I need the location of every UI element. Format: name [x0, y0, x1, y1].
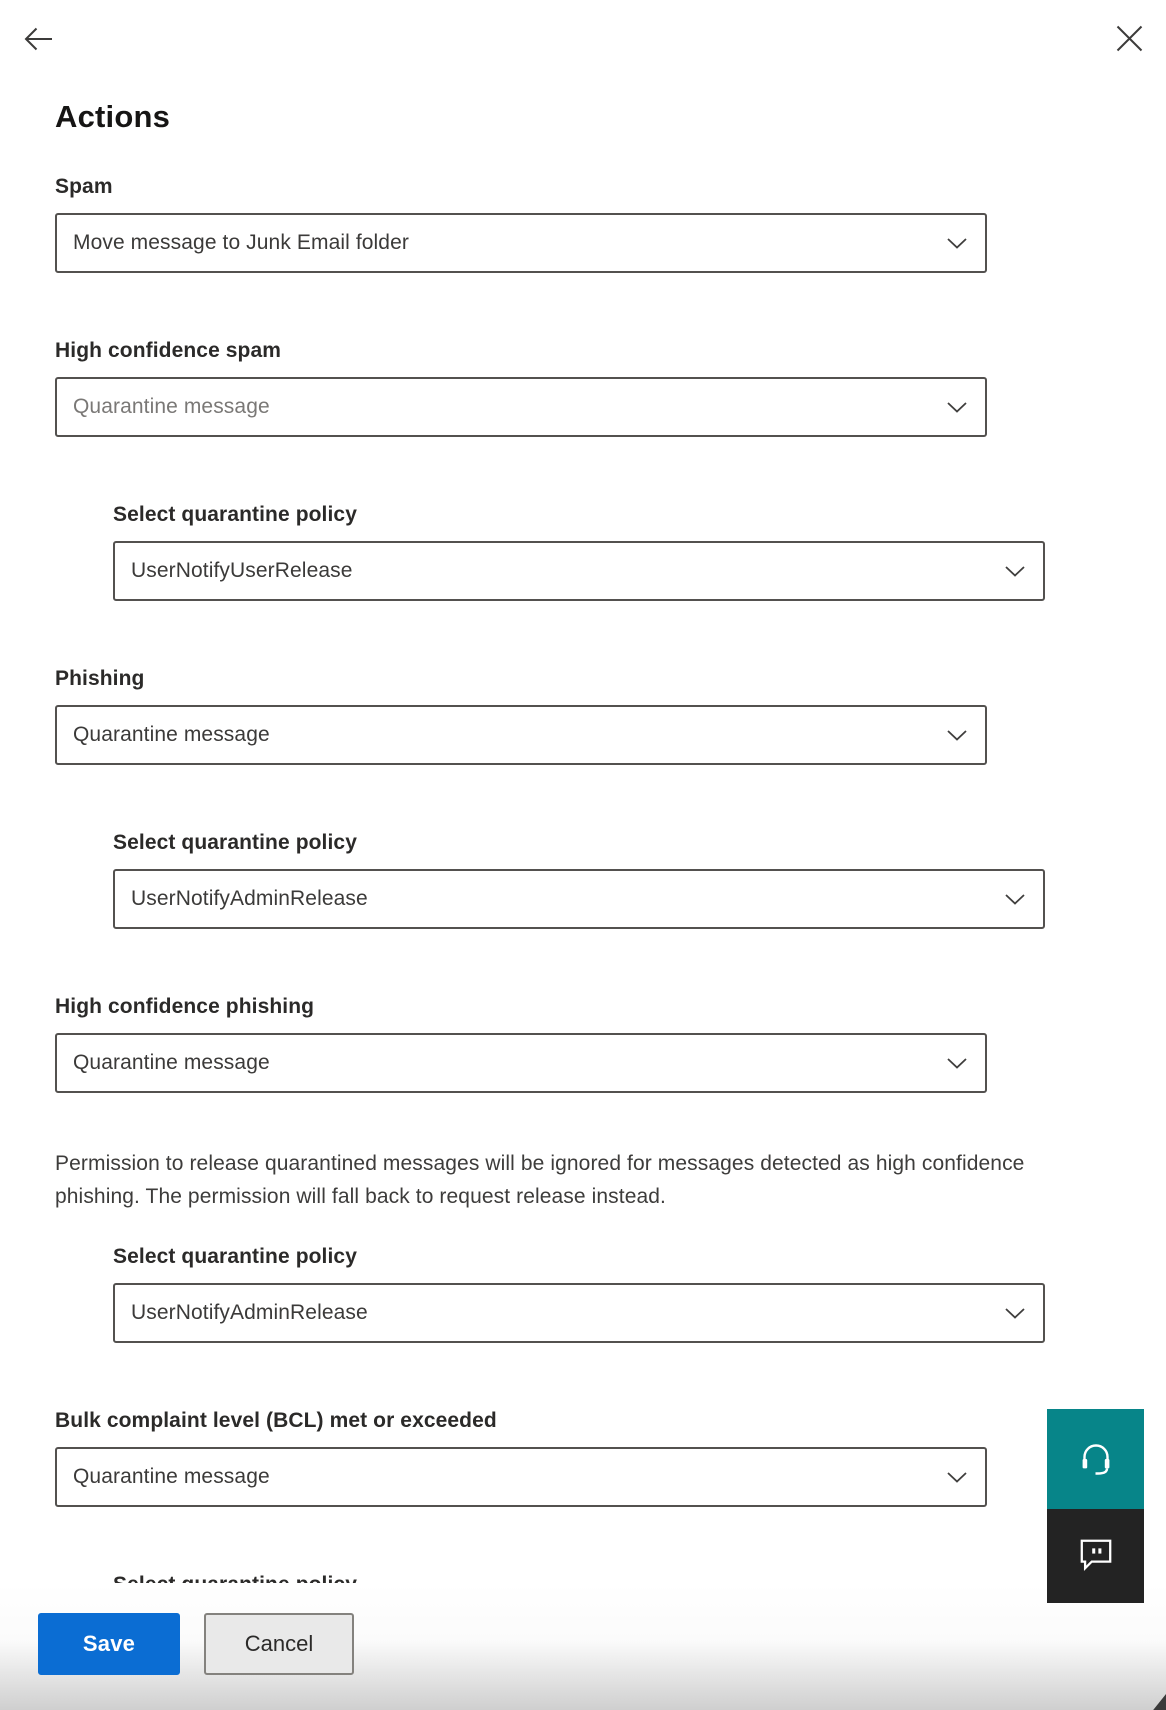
high-confidence-phishing-label: High confidence phishing [55, 995, 315, 1018]
chevron-down-icon [1005, 566, 1025, 577]
quarantine-policy-spam-value: UserNotifyUserRelease [131, 559, 353, 582]
high-confidence-phishing-action-combobox[interactable] [55, 1033, 987, 1093]
quarantine-policy-label: Select quarantine policy [113, 831, 357, 854]
field-bcl [55, 1409, 1166, 1507]
field-spam [55, 175, 1166, 273]
chevron-down-icon [1005, 894, 1025, 905]
spam-action-combobox[interactable] [55, 213, 987, 273]
high-confidence-spam-label: High confidence spam [55, 339, 282, 362]
high-confidence-spam-action-combobox[interactable] [55, 377, 987, 437]
quarantine-policy-hc-phishing-combobox[interactable] [113, 1283, 1045, 1343]
feedback-button[interactable] [1047, 1509, 1144, 1603]
quarantine-policy-label: Select quarantine policy [113, 1245, 357, 1268]
chevron-down-icon [947, 402, 967, 413]
quarantine-policy-label: Select quarantine policy [113, 503, 357, 526]
cancel-button[interactable]: Cancel [204, 1613, 354, 1675]
chevron-down-icon [947, 1058, 967, 1069]
quarantine-policy-hc-phishing-value: UserNotifyAdminRelease [131, 1301, 368, 1324]
spam-action-value: Move message to Junk Email folder [73, 231, 409, 254]
quarantine-policy-spam-combobox[interactable] [113, 541, 1045, 601]
headset-icon [1076, 1438, 1116, 1481]
support-rail [1047, 1409, 1144, 1603]
field-quarantine-policy-hc-phishing [113, 1245, 1166, 1343]
chevron-down-icon [947, 238, 967, 249]
close-button[interactable] [1112, 24, 1146, 56]
phishing-action-combobox[interactable] [55, 705, 987, 765]
back-button[interactable] [22, 24, 56, 56]
field-quarantine-policy-spam [113, 503, 1166, 601]
help-button[interactable] [1047, 1409, 1144, 1509]
chat-bubble-icon [1077, 1537, 1115, 1576]
field-high-confidence-phishing [55, 995, 1166, 1093]
high-confidence-phishing-note: Permission to release quarantined messages will be ignored for messages detected as high confidence phishing. The permission will fall back to request release instead. [55, 1152, 1025, 1208]
panel-footer [0, 1583, 1166, 1710]
bcl-action-combobox[interactable] [55, 1447, 987, 1507]
close-icon [1116, 25, 1143, 55]
page-title: Actions [55, 99, 171, 134]
quarantine-policy-phishing-combobox[interactable] [113, 869, 1045, 929]
high-confidence-spam-action-value: Quarantine message [73, 395, 270, 418]
bcl-action-value: Quarantine message [73, 1465, 270, 1488]
arrow-left-icon [23, 24, 55, 57]
chevron-down-icon [947, 730, 967, 741]
bcl-label: Bulk complaint level (BCL) met or exceeded [55, 1409, 497, 1432]
save-button[interactable]: Save [38, 1613, 180, 1675]
chevron-down-icon [947, 1472, 967, 1483]
field-phishing [55, 667, 1166, 765]
spam-label: Spam [55, 175, 113, 198]
high-confidence-phishing-action-value: Quarantine message [73, 1051, 270, 1074]
phishing-action-value: Quarantine message [73, 723, 270, 746]
phishing-label: Phishing [55, 667, 145, 690]
field-high-confidence-spam [55, 339, 1166, 437]
field-quarantine-policy-phishing [113, 831, 1166, 929]
chevron-down-icon [1005, 1308, 1025, 1319]
quarantine-policy-phishing-value: UserNotifyAdminRelease [131, 887, 368, 910]
